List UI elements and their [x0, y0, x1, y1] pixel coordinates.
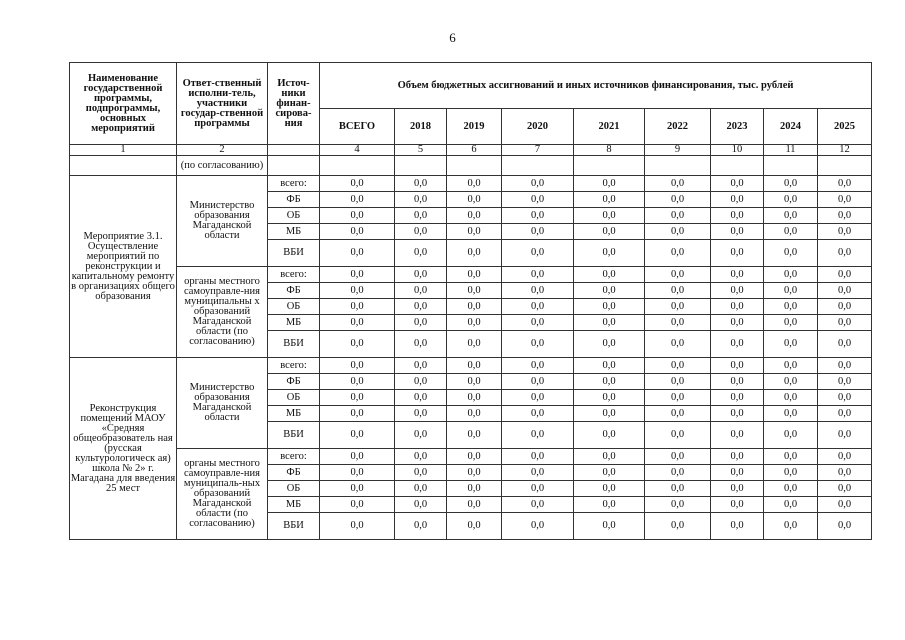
value-cell: 0,0: [818, 331, 872, 358]
source-cell: ВБИ: [268, 240, 320, 267]
value-cell: 0,0: [320, 422, 395, 449]
header-year: 2020: [502, 109, 574, 145]
value-cell: 0,0: [711, 283, 764, 299]
value-cell: 0,0: [711, 513, 764, 540]
header-name: Наименование государственной программы, подпрограммы, основных мероприятий: [70, 63, 177, 145]
value-cell: 0,0: [502, 208, 574, 224]
value-cell: 0,0: [764, 299, 818, 315]
executor-cell: органы местного самоуправле-ния муниципальны х образований Магаданской области (по согласованию): [177, 267, 268, 358]
value-cell: 0,0: [645, 390, 711, 406]
financing-row: [70, 358, 872, 374]
value-cell: 0,0: [320, 240, 395, 267]
value-cell: 0,0: [574, 449, 645, 465]
value-cell: 0,0: [711, 192, 764, 208]
executor-cell: Министерство образования Магаданской области: [177, 176, 268, 267]
value-cell: 0,0: [320, 176, 395, 192]
value-cell: 0,0: [447, 192, 502, 208]
value-cell: 0,0: [320, 208, 395, 224]
value-cell: 0,0: [502, 390, 574, 406]
value-cell: 0,0: [645, 240, 711, 267]
value-cell: 0,0: [645, 283, 711, 299]
value-cell: 0,0: [395, 513, 447, 540]
value-cell: 0,0: [645, 497, 711, 513]
index-cell: 7: [502, 145, 574, 156]
value-cell: 0,0: [447, 331, 502, 358]
value-cell: 0,0: [818, 497, 872, 513]
value-cell: 0,0: [502, 465, 574, 481]
value-cell: 0,0: [447, 465, 502, 481]
value-cell: 0,0: [818, 208, 872, 224]
value-cell: 0,0: [711, 497, 764, 513]
value-cell: 0,0: [764, 224, 818, 240]
value-cell: 0,0: [764, 192, 818, 208]
value-cell: 0,0: [574, 422, 645, 449]
value-cell: 0,0: [395, 315, 447, 331]
value-cell: 0,0: [574, 267, 645, 283]
value-cell: 0,0: [574, 240, 645, 267]
empty-cell: [711, 156, 764, 176]
index-cell: 9: [645, 145, 711, 156]
index-cell: 1: [70, 145, 177, 156]
value-cell: 0,0: [447, 176, 502, 192]
value-cell: 0,0: [645, 374, 711, 390]
value-cell: 0,0: [711, 449, 764, 465]
financing-row: [70, 267, 872, 283]
value-cell: 0,0: [711, 358, 764, 374]
source-cell: ФБ: [268, 192, 320, 208]
value-cell: 0,0: [502, 315, 574, 331]
value-cell: 0,0: [395, 449, 447, 465]
value-cell: 0,0: [574, 481, 645, 497]
value-cell: 0,0: [395, 283, 447, 299]
value-cell: 0,0: [764, 422, 818, 449]
value-cell: 0,0: [645, 465, 711, 481]
continuation-text: (по согласованию): [177, 156, 268, 176]
value-cell: 0,0: [818, 406, 872, 422]
source-cell: ФБ: [268, 283, 320, 299]
header-year: 2025: [818, 109, 872, 145]
value-cell: 0,0: [447, 497, 502, 513]
source-cell: всего:: [268, 358, 320, 374]
empty-cell: [447, 156, 502, 176]
value-cell: 0,0: [818, 358, 872, 374]
value-cell: 0,0: [447, 374, 502, 390]
value-cell: 0,0: [320, 358, 395, 374]
event-name-cell: Мероприятие 3.1. Осуществление мероприятий по реконструкции и капитальному ремонту в организациях общего образования: [70, 176, 177, 358]
value-cell: 0,0: [574, 358, 645, 374]
value-cell: 0,0: [502, 513, 574, 540]
value-cell: 0,0: [645, 331, 711, 358]
index-cell: 4: [320, 145, 395, 156]
source-cell: всего:: [268, 267, 320, 283]
value-cell: 0,0: [320, 481, 395, 497]
value-cell: 0,0: [711, 390, 764, 406]
source-cell: МБ: [268, 224, 320, 240]
value-cell: 0,0: [711, 267, 764, 283]
value-cell: 0,0: [447, 283, 502, 299]
value-cell: 0,0: [574, 315, 645, 331]
value-cell: 0,0: [447, 390, 502, 406]
index-cell: 5: [395, 145, 447, 156]
source-cell: ВБИ: [268, 331, 320, 358]
value-cell: 0,0: [320, 331, 395, 358]
financing-row: [70, 176, 872, 192]
header-year: 2018: [395, 109, 447, 145]
value-cell: 0,0: [818, 267, 872, 283]
value-cell: 0,0: [764, 406, 818, 422]
value-cell: 0,0: [502, 358, 574, 374]
value-cell: 0,0: [645, 192, 711, 208]
value-cell: 0,0: [818, 481, 872, 497]
value-cell: 0,0: [502, 192, 574, 208]
value-cell: 0,0: [764, 358, 818, 374]
value-cell: 0,0: [502, 449, 574, 465]
value-cell: 0,0: [711, 224, 764, 240]
value-cell: 0,0: [764, 374, 818, 390]
header-source: Источ-ники финан-сирова-ния: [268, 63, 320, 145]
value-cell: 0,0: [395, 192, 447, 208]
index-cell: 8: [574, 145, 645, 156]
value-cell: 0,0: [447, 513, 502, 540]
value-cell: 0,0: [645, 176, 711, 192]
source-cell: ВБИ: [268, 422, 320, 449]
value-cell: 0,0: [395, 390, 447, 406]
value-cell: 0,0: [645, 208, 711, 224]
value-cell: 0,0: [818, 240, 872, 267]
value-cell: 0,0: [645, 481, 711, 497]
value-cell: 0,0: [764, 267, 818, 283]
index-row: [70, 145, 872, 156]
value-cell: 0,0: [711, 331, 764, 358]
value-cell: 0,0: [502, 406, 574, 422]
value-cell: 0,0: [395, 176, 447, 192]
value-cell: 0,0: [395, 224, 447, 240]
value-cell: 0,0: [711, 374, 764, 390]
executor-cell: Министерство образования Магаданской области: [177, 358, 268, 449]
source-cell: всего:: [268, 449, 320, 465]
value-cell: 0,0: [502, 224, 574, 240]
value-cell: 0,0: [645, 513, 711, 540]
event-name-cell: Реконструкция помещений МАОУ «Средняя общеобразователь ная (русская культурологическ ая) школа № 2» г. Магадана для введения 25 мест: [70, 358, 177, 540]
value-cell: 0,0: [764, 449, 818, 465]
value-cell: 0,0: [711, 176, 764, 192]
source-cell: МБ: [268, 406, 320, 422]
source-cell: МБ: [268, 315, 320, 331]
empty-cell: [395, 156, 447, 176]
value-cell: 0,0: [574, 374, 645, 390]
value-cell: 0,0: [320, 406, 395, 422]
value-cell: 0,0: [320, 465, 395, 481]
value-cell: 0,0: [764, 283, 818, 299]
value-cell: 0,0: [711, 315, 764, 331]
value-cell: 0,0: [447, 481, 502, 497]
value-cell: 0,0: [764, 315, 818, 331]
empty-cell: [574, 156, 645, 176]
value-cell: 0,0: [395, 481, 447, 497]
value-cell: 0,0: [502, 240, 574, 267]
value-cell: 0,0: [502, 283, 574, 299]
value-cell: 0,0: [447, 299, 502, 315]
value-cell: 0,0: [447, 208, 502, 224]
value-cell: 0,0: [711, 299, 764, 315]
value-cell: 0,0: [574, 513, 645, 540]
value-cell: 0,0: [502, 299, 574, 315]
header-year: 2022: [645, 109, 711, 145]
value-cell: 0,0: [447, 267, 502, 283]
header-total: ВСЕГО: [320, 109, 395, 145]
index-cell: 6: [447, 145, 502, 156]
value-cell: 0,0: [574, 299, 645, 315]
value-cell: 0,0: [320, 374, 395, 390]
financing-row: [70, 449, 872, 465]
value-cell: 0,0: [574, 283, 645, 299]
value-cell: 0,0: [574, 406, 645, 422]
empty-cell: [268, 156, 320, 176]
value-cell: 0,0: [574, 208, 645, 224]
source-cell: всего:: [268, 176, 320, 192]
index-cell: 10: [711, 145, 764, 156]
empty-cell: [818, 156, 872, 176]
value-cell: 0,0: [711, 208, 764, 224]
value-cell: 0,0: [320, 192, 395, 208]
value-cell: 0,0: [711, 422, 764, 449]
value-cell: 0,0: [574, 224, 645, 240]
value-cell: 0,0: [574, 390, 645, 406]
empty-cell: [320, 156, 395, 176]
value-cell: 0,0: [711, 406, 764, 422]
source-cell: МБ: [268, 497, 320, 513]
value-cell: 0,0: [447, 224, 502, 240]
index-cell: 11: [764, 145, 818, 156]
header-year: 2024: [764, 109, 818, 145]
value-cell: 0,0: [395, 208, 447, 224]
value-cell: 0,0: [320, 283, 395, 299]
header-year: 2019: [447, 109, 502, 145]
value-cell: 0,0: [395, 374, 447, 390]
value-cell: 0,0: [395, 422, 447, 449]
source-cell: ОБ: [268, 390, 320, 406]
value-cell: 0,0: [320, 449, 395, 465]
value-cell: 0,0: [574, 497, 645, 513]
value-cell: 0,0: [320, 513, 395, 540]
empty-cell: [645, 156, 711, 176]
value-cell: 0,0: [574, 176, 645, 192]
value-cell: 0,0: [818, 176, 872, 192]
value-cell: 0,0: [645, 422, 711, 449]
value-cell: 0,0: [818, 192, 872, 208]
value-cell: 0,0: [502, 497, 574, 513]
source-cell: ОБ: [268, 208, 320, 224]
value-cell: 0,0: [764, 390, 818, 406]
value-cell: 0,0: [818, 422, 872, 449]
source-cell: ФБ: [268, 465, 320, 481]
value-cell: 0,0: [447, 406, 502, 422]
value-cell: 0,0: [645, 267, 711, 283]
value-cell: 0,0: [818, 374, 872, 390]
index-cell: 12: [818, 145, 872, 156]
value-cell: 0,0: [574, 192, 645, 208]
value-cell: 0,0: [395, 267, 447, 283]
source-cell: ФБ: [268, 374, 320, 390]
value-cell: 0,0: [764, 497, 818, 513]
header-year: 2023: [711, 109, 764, 145]
header-year: 2021: [574, 109, 645, 145]
value-cell: 0,0: [395, 406, 447, 422]
value-cell: 0,0: [320, 315, 395, 331]
continuation-row: [70, 156, 872, 176]
value-cell: 0,0: [320, 497, 395, 513]
value-cell: 0,0: [818, 513, 872, 540]
value-cell: 0,0: [447, 315, 502, 331]
page-number: 6: [449, 30, 456, 45]
value-cell: 0,0: [395, 497, 447, 513]
value-cell: 0,0: [818, 299, 872, 315]
value-cell: 0,0: [395, 465, 447, 481]
value-cell: 0,0: [395, 299, 447, 315]
value-cell: 0,0: [764, 240, 818, 267]
value-cell: 0,0: [502, 331, 574, 358]
value-cell: 0,0: [764, 208, 818, 224]
value-cell: 0,0: [645, 449, 711, 465]
index-cell: 2: [177, 145, 268, 156]
value-cell: 0,0: [764, 176, 818, 192]
value-cell: 0,0: [818, 315, 872, 331]
empty-cell: [764, 156, 818, 176]
value-cell: 0,0: [645, 358, 711, 374]
value-cell: 0,0: [764, 513, 818, 540]
header-executor: Ответ-ственный исполни-тель, участники государ-ственной программы: [177, 63, 268, 145]
value-cell: 0,0: [395, 358, 447, 374]
value-cell: 0,0: [320, 390, 395, 406]
value-cell: 0,0: [447, 449, 502, 465]
value-cell: 0,0: [320, 224, 395, 240]
value-cell: 0,0: [711, 481, 764, 497]
value-cell: 0,0: [447, 240, 502, 267]
executor-cell: органы местного самоуправле-ния муниципаль-ных образований Магаданской области (по согласованию): [177, 449, 268, 540]
value-cell: 0,0: [764, 481, 818, 497]
empty-cell: [70, 156, 177, 176]
source-cell: ОБ: [268, 481, 320, 497]
value-cell: 0,0: [711, 240, 764, 267]
empty-cell: [502, 156, 574, 176]
value-cell: 0,0: [645, 406, 711, 422]
budget-table: [69, 62, 872, 540]
value-cell: 0,0: [395, 240, 447, 267]
value-cell: 0,0: [502, 422, 574, 449]
value-cell: 0,0: [320, 299, 395, 315]
value-cell: 0,0: [711, 465, 764, 481]
value-cell: 0,0: [574, 465, 645, 481]
value-cell: 0,0: [818, 283, 872, 299]
value-cell: 0,0: [764, 331, 818, 358]
value-cell: 0,0: [645, 299, 711, 315]
value-cell: 0,0: [395, 331, 447, 358]
header-volume: Объем бюджетных ассигнований и иных источников финансирования, тыс. рублей: [320, 63, 872, 109]
value-cell: 0,0: [818, 390, 872, 406]
value-cell: 0,0: [502, 267, 574, 283]
source-cell: ВБИ: [268, 513, 320, 540]
index-cell: [268, 145, 320, 156]
value-cell: 0,0: [764, 465, 818, 481]
value-cell: 0,0: [447, 422, 502, 449]
source-cell: ОБ: [268, 299, 320, 315]
value-cell: 0,0: [502, 176, 574, 192]
table-body: [70, 145, 872, 540]
value-cell: 0,0: [818, 465, 872, 481]
value-cell: 0,0: [574, 331, 645, 358]
value-cell: 0,0: [502, 481, 574, 497]
value-cell: 0,0: [645, 224, 711, 240]
value-cell: 0,0: [502, 374, 574, 390]
value-cell: 0,0: [320, 267, 395, 283]
value-cell: 0,0: [645, 315, 711, 331]
value-cell: 0,0: [818, 224, 872, 240]
value-cell: 0,0: [818, 449, 872, 465]
value-cell: 0,0: [447, 358, 502, 374]
